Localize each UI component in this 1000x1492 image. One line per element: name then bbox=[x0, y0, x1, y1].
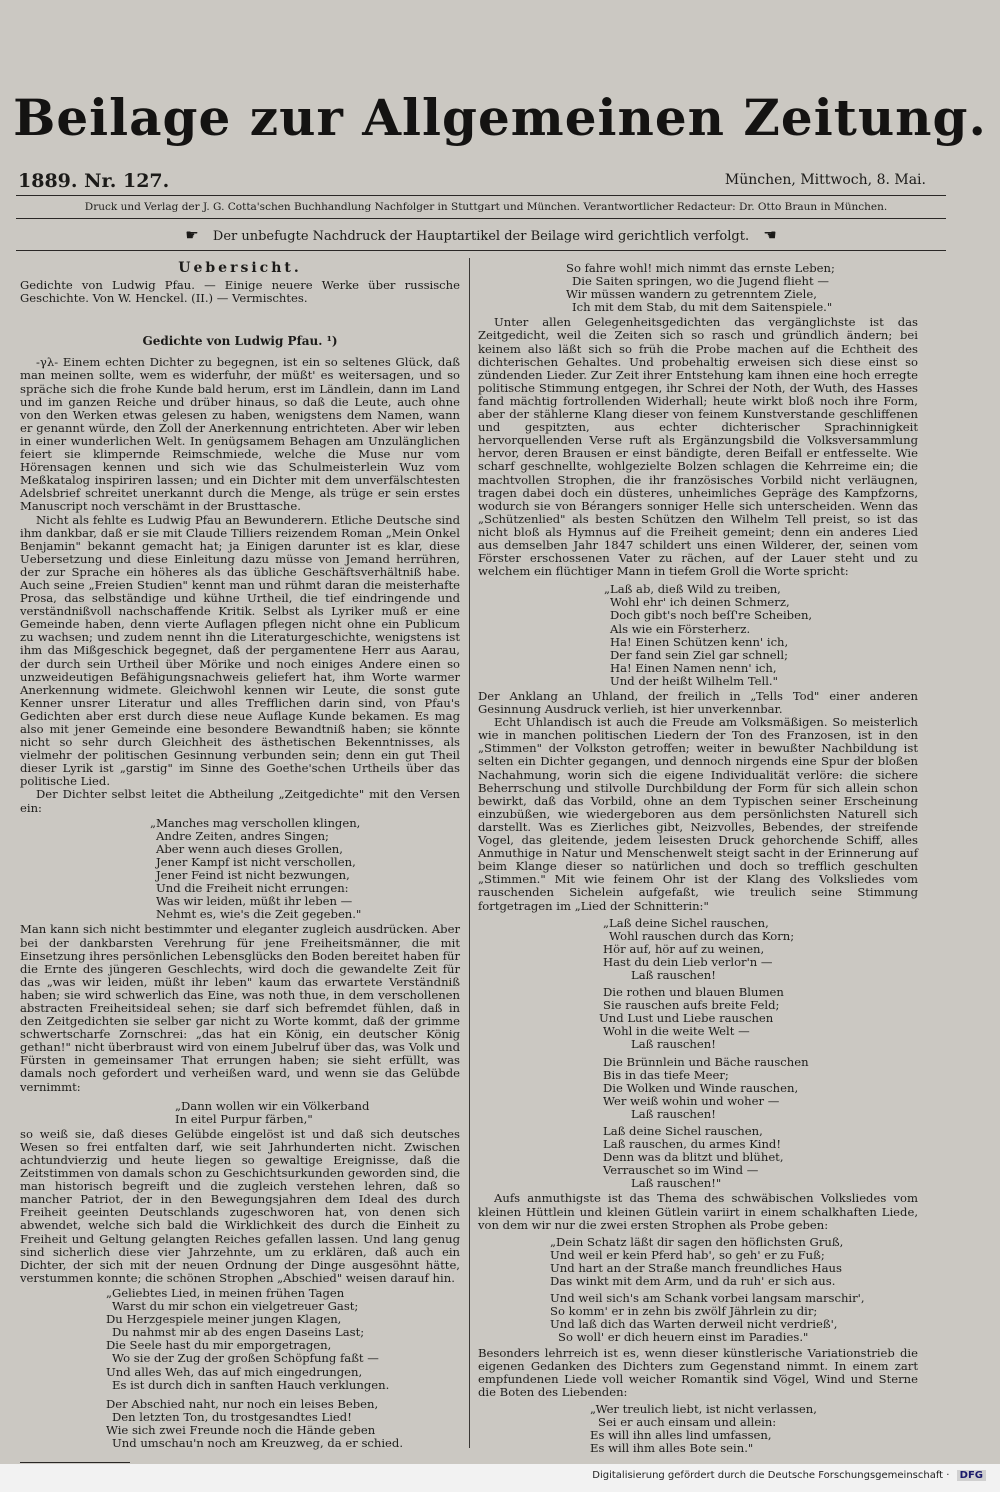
verse-line: Laß rauschen, du armes Kind! bbox=[603, 1137, 782, 1152]
header-bottom-rule bbox=[16, 250, 946, 251]
verse-line: Sei er auch einsam und allein: bbox=[598, 1414, 777, 1429]
paragraph: Nicht als fehlte es Ludwig Pfau an Bewunderern. Etliche Deutsche sind ihm dankbar, daß er sie mit Claude Tilliers reizendem Roman „Mein Onkel Benjamin" bekannt gemacht hat; ja Einigen darunter ist es klar, diese Uebersetzung und diese Einleitung dazu müsse von Jemand herrühren, der zur Sprache ein höheres als das übliche Geschäftsverhältniß habe. Auch seine „Freien Studien" kennt man und rühmt daran die meisterhafte Prosa, das selbständige und kühne Urtheil, die tief eindringende und verständnißvoll nachschaffende Kritik. Selbst als Lyriker muß er eine Gemeinde haben, denn vierte Auflagen pflegen nicht ohne ein Publicum zu wachsen; und zudem nennt ihn die Literaturgeschichte, wenigstens ist ihm das Mißgeschick begegnet, daß der pergamentene Herr aus Aarau, der durch sein Urtheil über Mörike und noch einiges Andere einen so unzweideutigen Befähigungsnachweis geliefert hat, ihm Worte warmer Anerkennung widmete. Gleichwohl kennen wir Leute, die sonst gute Kenner unsrer Literatur und alles Trefflichen darin sind, von Pfau's Gedichten aber erst durch diese neue Auflage Kunde bekamen. Es mag also mit jener Gemeinde eine besondere Bewandtniß haben; sie könnte nicht so sehr durch Gleichheit des ästhetischen Bekenntnisses, als vielmehr der politischen Gesinnung verbunden sein; denn ein gut Theil dieser Lyrik ist „garstig" im Sinne des Goethe'schen Urtheils über das politische Lied. bbox=[20, 512, 460, 789]
verse-block bbox=[150, 817, 460, 922]
verse-line: Laß rauschen! bbox=[631, 967, 716, 982]
verse-line: Der Abschied naht, nur noch ein leises Beben, bbox=[106, 1396, 379, 1411]
pointing-hand-right-icon: ☛ bbox=[185, 226, 199, 244]
overview-title: Uebersicht. bbox=[178, 260, 302, 276]
verse-line: Aber wenn auch dieses Grollen, bbox=[156, 841, 343, 856]
verse-line: Jener Kampf ist nicht verschollen, bbox=[156, 854, 356, 869]
verse-line: Hör auf, hör auf zu weinen, bbox=[603, 941, 765, 956]
verse-line: Und laß dich das Warten derweil nicht verdrieß', bbox=[550, 1317, 838, 1332]
verse-line: Und alles Weh, das auf mich eingedrungen, bbox=[106, 1364, 363, 1379]
paragraph: so weiß sie, daß dieses Gelübde eingelöst ist und daß sich deutsches Wesen so frei entfalten darf, wie seit Jahrhunderten nicht. Zwischen achtundvierzig und heute liegen so gewaltige Ereignisse, daß die Zeitstimmen von damals schon zu Geschichtsurkunden geworden sind, die man historisch begreift und die zugleich verstehen lehren, daß so mancher Patriot, der in den Bewegungsjahren dem Ideal des durch Freiheit geeinten Deutschlands zugeschworen hat, von denen sich abwendet, welche sich bald die Wirklichkeit des durch die Einheit zu Freiheit und Geltung gelangten Reiches gefallen lassen. Und lang genug sind sicherlich diese vier Jahrzehnte, um zu erklären, daß auch ein Dichter, der sich mit der neuen Ordnung der Dinge ausgesöhnt hätte, verstummen konnte; die schönen Strophen „Abschied" weisen darauf hin. bbox=[20, 1126, 460, 1285]
verse-line: Und Lust und Liebe rauschen bbox=[599, 1011, 774, 1026]
verse-line: „Wer treulich liebt, ist nicht verlassen, bbox=[590, 1401, 817, 1416]
verse-line: „Manches mag verschollen klingen, bbox=[150, 815, 361, 830]
verse-block bbox=[106, 1287, 460, 1450]
verse-line: „Laß ab, dieß Wild zu treiben, bbox=[604, 582, 781, 597]
dfg-logo: DFG bbox=[957, 1470, 986, 1481]
paragraph: Man kann sich nicht bestimmter und eleganter zugleich ausdrücken. Aber bei der dankbarsten Verehrung für jene Freiheitsmänner, die mit Einsetzung ihres persönlichen Lebensglücks den Boden bereitet haben für die Ernte des jüngeren Geschlechts, wird doch die gewandelte Zeit für das „was wir leiden, müßt ihr leben" kaum das erwartete Verständniß haben; sie wird schwerlich das Eine, was noth thue, in dem verschollenen abstracten Freiheitsideal sehen; sie darf sich befremdet fühlen, daß in den Zeitgedichten sie selber gar nicht zu Worte kommt, daß der grimme schwertscharfe Zornschrei: „das hat ein König, ein deutscher König gethan!" nicht überbraust wird von einem Jubelruf über das, was Volk und Fürsten in gemeinsamer That errungen haben; sie sieht erfüllt, was damals noch gefordert und verheißen ward, und wenn sie das Gelübde vernimmt: bbox=[20, 922, 460, 1094]
paragraph: Echt Uhlandisch ist auch die Freude am Volksmäßigen. So meisterlich wie in manchen politischen Liedern der Ton des Franzosen, ist in den „Stimmen" der Volkston getroffen; weiter in bewußter Nachbildung ist selten ein Dichter gegangen, und dennoch nirgends eine Spur der bloßen Nachahmung, worin sich die eigene Individualität verlöre: die sichere Beherrschung und stilvolle Durchbildung der Form für sich allein schon bewirkt, daß das Vorbild, ohne an dem Typischen seiner Erscheinung einzubüßen, wie wiedergeboren aus dem persönlichsten Naturell sich darstellt. Was es Zierliches gibt, Neizvolles, Bebendes, der streifende Vogel, das gleitende, jedem leisesten Druck gehorchende Schiff, alles Anmuthige in Natur und Menschenwelt steigt sacht in der Erinnerung auf beim Klange dieser so natürlichen und doch so trefflich geschulten „Stimmen." Mit wie feinem Ohr ist der Klang des Volksliedes vom rauschenden Sichelein aufgefaßt, wie treulich seine Stimmung fortgetragen im „Lied der Schnitterin:" bbox=[478, 715, 918, 913]
verse-block bbox=[590, 1403, 918, 1455]
top-rule bbox=[16, 195, 946, 196]
verse-line: Das winkt mit dem Arm, und da ruh' er sich aus. bbox=[550, 1274, 836, 1289]
verse-line: Die Seele hast du mir emporgetragen, bbox=[106, 1338, 332, 1353]
verse-line: Wohl rauschen durch das Korn; bbox=[609, 928, 795, 943]
notice-text: Der unbefugte Nachdruck der Hauptartikel der Beilage wird gerichtlich verfolgt. bbox=[212, 229, 750, 244]
verse-line: Und hart an der Straße manch freundliches Haus bbox=[550, 1260, 842, 1275]
verse-line: So fahre wohl! mich nimmt das ernste Leben; bbox=[566, 261, 835, 275]
verse-line: Als wie ein Försterherz. bbox=[610, 621, 751, 636]
paragraph: Aufs anmuthigste ist das Thema des schwäbischen Volksliedes vom kleinen Hüttlein und kleinen Gütlein variirt in einem schalkhaften Liede, von dem wir nur die zwei ersten Strophen als Probe geben: bbox=[478, 1191, 918, 1232]
verse-line: So woll' er dich heuern einst im Paradies." bbox=[558, 1330, 809, 1345]
verse-line: Sie rauschen aufs breite Feld; bbox=[603, 998, 780, 1013]
verse-line: Die rothen und blauen Blumen bbox=[603, 985, 784, 1000]
verse-line: Und die Freiheit nicht errungen: bbox=[156, 881, 349, 896]
verse-line: Hast du dein Lieb verlor'n — bbox=[603, 954, 773, 969]
verse-line: Ha! Einen Namen nenn' ich, bbox=[610, 660, 777, 675]
printer-line: Druck und Verlag der J. G. Cotta'schen Buchhandlung Nachfolger in Stuttgart und München. Verantwortlicher Redacteur: Dr. Otto Braun in München. bbox=[84, 201, 888, 213]
verse-line: Wie sich zwei Freunde noch die Hände geben bbox=[106, 1422, 376, 1437]
verse-line: Du Herzgespiele meiner jungen Klagen, bbox=[106, 1312, 342, 1327]
verse-line: Bis in das tiefe Meer; bbox=[603, 1067, 729, 1082]
reprint-notice bbox=[16, 226, 946, 244]
verse-line: Und der heißt Wilhelm Tell." bbox=[610, 673, 778, 688]
article-title: Gedichte von Ludwig Pfau. ¹) bbox=[142, 334, 338, 349]
verse-line: Nehmt es, wie's die Zeit gegeben." bbox=[156, 907, 362, 922]
verse-line: Laß rauschen! bbox=[631, 1037, 716, 1052]
verse-line: „Laß deine Sichel rauschen, bbox=[603, 915, 769, 930]
paragraph: -γλ- Einem echten Dichter zu begegnen, ist ein so seltenes Glück, daß man meinen sollte, wem es widerfuhr, der müßt' es weitersagen, und so spräche sich die frohe Kunde bald herum, erst im Ländlein, dann im Land und im ganzen Reiche und drüber hinaus, so daß die Leute, auch ohne von den Werken etwas gelesen zu haben, wenigstens dem Namen, wann er genannt würde, den Zoll der Anerkennung entrichteten. Aber wir leben in einer wunderlichen Welt. In genügsamem Behagen am Unzulänglichen feiert sie klimpernde Reimschmiede, welche die Muse nur vom Hörensagen kennen und sich wie das Schulmeisterlein Wuz vom Meßkatalog inspiriren lassen; und ein Dichter mit dem unverfälschtesten Adelsbrief schreitet unerkannt durch die Menge, als trüge er sein erstes Manuscript noch verschämt in der Brusttasche. bbox=[20, 355, 460, 514]
verse-line: Es will ihn alles lind umfassen, bbox=[590, 1428, 772, 1443]
verse-line: Laß deine Sichel rauschen, bbox=[603, 1124, 763, 1138]
credit-text: Digitalisierung gefördert durch die Deutsche Forschungsgemeinschaft · bbox=[592, 1470, 950, 1481]
verse-block bbox=[604, 583, 918, 688]
verse-line: Wohl ehr' ich deinen Schmerz, bbox=[610, 595, 790, 610]
paragraph: Der Dichter selbst leitet die Abtheilung „Zeitgedichte" mit den Versen ein: bbox=[20, 787, 460, 815]
mid-rule bbox=[16, 218, 946, 219]
paragraph: Der Anklang an Uhland, der freilich in „Tells Tod" einer anderen Gesinnung Ausdruck verlieh, ist hier unverkennbar. bbox=[478, 689, 918, 717]
verse-line: Ich mit dem Stab, du mit dem Saitenspiele." bbox=[572, 300, 833, 315]
paragraph: Unter allen Gelegenheitsgedichten das vergänglichste ist das Zeitgedicht, weil die Zeiten sich so rasch und gründlich ändern; bei keinem also läßt sich so früh die Probe machen auf die Echtheit des dichterischen Gehaltes. Und probehaltig erweisen sich diese einst so zündenden Lieder. Zur Zeit ihrer Entstehung kam ihnen eine hoch erregte politische Stimmung entgegen, ihr Schrei der Noth, der Wuth, des Hasses fand mächtig fortrollenden Widerhall; heute wirkt bloß noch ihre Form, aber der stählerne Klang dieser von feinem Kunstverstande geschliffenen und gespitzten, aus echter dichterischer Sprachinnigkeit hervorquellenden Verse ruft als Ergänzungsbild die Volksversammlung hervor, deren Brausen er einst bändigte, deren Beifall er entfesselte. Wie scharf geschnellte, wohlgezielte Bolzen schlagen die Kehrreime ein; die machtvollen Strophen, die ihr französisches Vorbild nicht verläugnen, tragen dabei doch ein düsteres, unheimliches Gepräge des Kampfzorns, wodurch sie von Bérangers sonniger Helle sich unterscheiden. Wenn das „Schützenlied" als besten Schützen den Wilhelm Tell preist, so ist das nicht bloß als Hymnus auf die Freiheit gemeint; denn ein anderes Lied aus demselben Jahr 1847 schildert uns einen Wilderer, der, seinen vom Förster erschossenen Vater zu rächen, auf der Lauer steht und zu welchem ein flüchtiger Mann in tiefem Groll die Worte spricht: bbox=[478, 315, 918, 579]
verse-block bbox=[599, 915, 918, 1191]
pointing-hand-left-icon: ☚ bbox=[763, 226, 777, 244]
verse-line: Doch gibt's noch beſſ're Scheiben, bbox=[610, 608, 813, 623]
verse-line: Ha! Einen Schützen kenn' ich, bbox=[610, 634, 789, 649]
footnote-rule bbox=[20, 1462, 130, 1463]
overview-text: Gedichte von Ludwig Pfau. — Einige neuere Werke über russische Geschichte. Von W. Henckel. (II.) — Vermischtes. bbox=[20, 278, 460, 306]
verse-line: Laß rauschen!" bbox=[631, 1176, 722, 1191]
issue-number: 1889. Nr. 127. bbox=[18, 170, 170, 192]
verse-line: Verrauschet so im Wind — bbox=[603, 1163, 759, 1178]
verse-line: Jener Feind ist nicht bezwungen, bbox=[156, 868, 350, 883]
right-column bbox=[478, 262, 918, 1457]
verse-line: Es will ihm alles Bote sein." bbox=[590, 1441, 754, 1456]
verse-line: Was wir leiden, müßt ihr leben — bbox=[156, 894, 353, 909]
verse-line: Die Saiten springen, wo die Jugend flieht — bbox=[572, 274, 829, 289]
paragraph: Besonders lehrreich ist es, wenn dieser künstlerische Variationstrieb die eigenen Gedanken des Dichters zum Gegenstand nimmt. In einem zart empfundenen Liede voll weicher Romantik sind Vögel, Wind und Sterne die Boten des Liebenden: bbox=[478, 1345, 918, 1399]
verse-line: Du nahmst mir ab des engen Daseins Last; bbox=[112, 1325, 365, 1340]
verse-line: „Geliebtes Lied, in meinen frühen Tagen bbox=[106, 1285, 345, 1300]
verse-line: Warst du mir schon ein vielgetreuer Gast; bbox=[112, 1299, 359, 1314]
verse-line: „Dann wollen wir ein Völkerband bbox=[175, 1098, 370, 1113]
verse-line: Wohl in die weite Welt — bbox=[603, 1024, 750, 1039]
verse-line: Und weil er kein Pferd hab', so geh' er zu Fuß; bbox=[550, 1247, 825, 1262]
digitization-credit bbox=[592, 1470, 986, 1481]
verse-line: In eitel Purpur färben," bbox=[175, 1111, 313, 1126]
verse-line: Der fand sein Ziel gar schnell; bbox=[610, 647, 788, 662]
verse-block bbox=[566, 262, 918, 314]
masthead-title: Beilage zur Allgemeinen Zeitung. bbox=[13, 88, 987, 147]
verse-line: Den letzten Ton, du trostgesandtes Lied! bbox=[112, 1409, 352, 1424]
verse-line: Es ist durch dich in sanften Hauch verklungen. bbox=[112, 1377, 390, 1392]
verse-line: Die Wolken und Winde rauschen, bbox=[603, 1080, 799, 1095]
left-column bbox=[20, 262, 460, 1492]
verse-line: Die Brünnlein und Bäche rauschen bbox=[603, 1054, 809, 1069]
verse-block bbox=[550, 1236, 918, 1345]
verse-line: Und umschau'n noch am Kreuzweg, da er schied. bbox=[112, 1435, 404, 1450]
verse-line: Laß rauschen! bbox=[631, 1106, 716, 1121]
column-divider bbox=[469, 258, 470, 1448]
verse-line: Wer weiß wohin und woher — bbox=[603, 1093, 780, 1108]
verse-line: „Dein Schatz läßt dir sagen den höflichsten Gruß, bbox=[550, 1234, 844, 1249]
verse-line: Andre Zeiten, andres Singen; bbox=[156, 828, 329, 843]
verse-line: Wo sie der Zug der großen Schöpfung faßt — bbox=[112, 1351, 379, 1366]
verse-line: So komm' er in zehn bis zwölf Jährlein zu dir; bbox=[550, 1304, 818, 1319]
verse-block bbox=[175, 1100, 460, 1126]
verse-line: Wir müssen wandern zu getrenntem Ziele, bbox=[566, 287, 817, 302]
issue-date-place: München, Mittwoch, 8. Mai. bbox=[724, 172, 926, 188]
verse-line: Denn was da blitzt und blühet, bbox=[603, 1150, 784, 1165]
verse-line: Und weil sich's am Schank vorbei langsam marschir', bbox=[550, 1291, 865, 1306]
